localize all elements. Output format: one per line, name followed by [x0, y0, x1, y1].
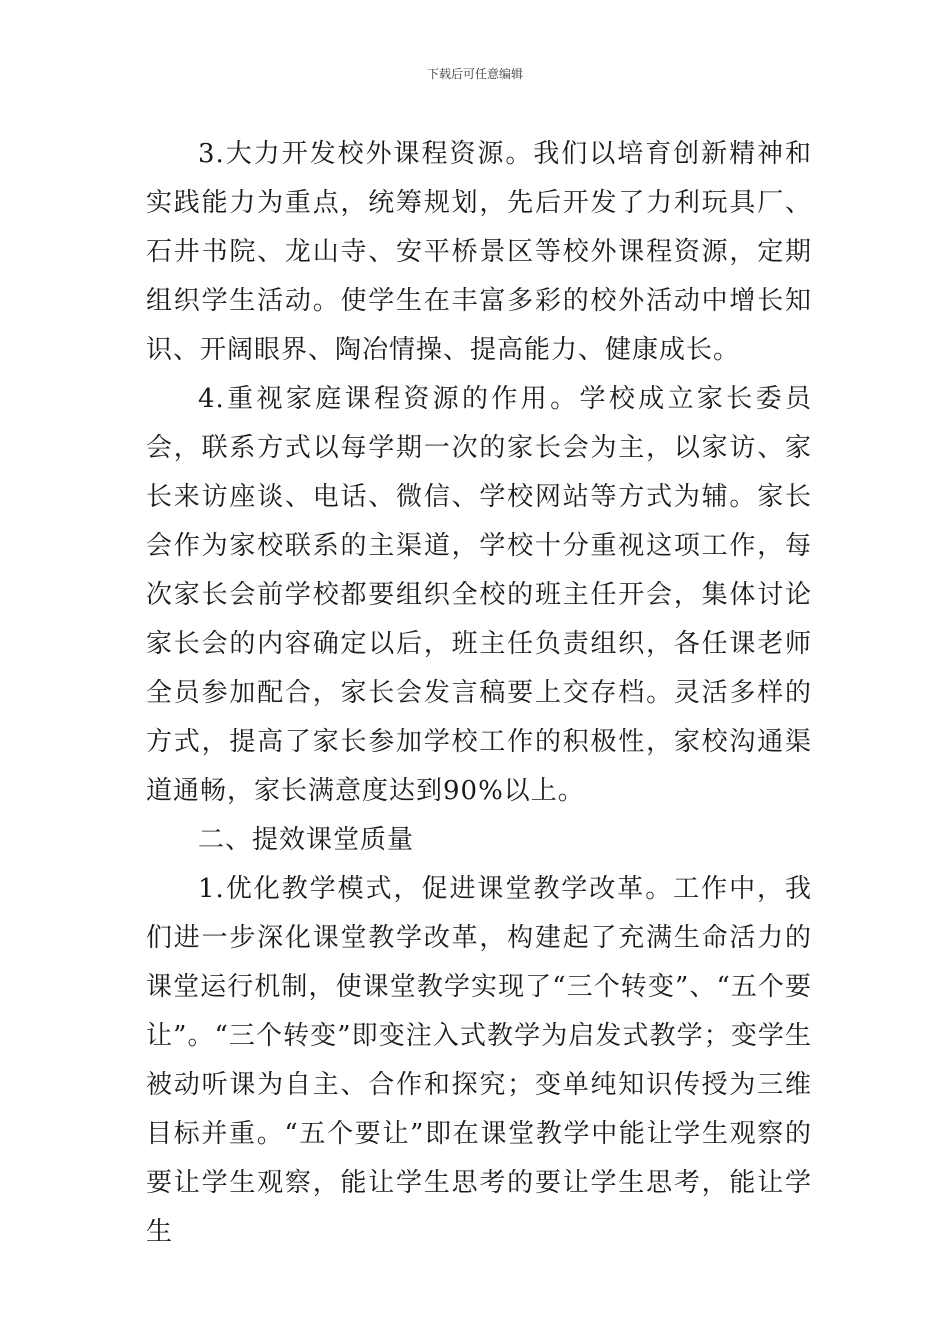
section-heading-classroom-quality: 二、提效课堂质量 — [198, 825, 415, 855]
paragraph-family-resources: 4.重视家庭课程资源的作用。学校成立家长委员会，联系方式以每学期一次的家长会为主，以家访、家长来访座谈、电话、微信、学校网站等方式为辅。家长会作为家校联系的主渠道，学校十分重视这项工作，每次家长会前学校都要组织全校的班主任开会，集体讨论家长会的内容确定以后，班主任负责组织，各任课老师全员参加配合，家长会发言稿要上交存档。灵活多样的方式，提高了家长参加学校工作的积极性，家校沟通渠道通畅，家长满意度达到90%以上。 — [146, 384, 812, 806]
document-body — [146, 130, 812, 1257]
page-header-note: 下载后可任意编辑 — [426, 67, 523, 81]
paragraph-extracurricular-resources: 3.大力开发校外课程资源。我们以培育创新精神和实践能力为重点，统筹规划，先后开发了力利玩具厂、石井书院、龙山寺、安平桥景区等校外课程资源，定期组织学生活动。使学生在丰富多彩的校外活动中增长知识、开阔眼界、陶冶情操、提高能力、健康成长。 — [146, 139, 812, 365]
paragraph-teaching-model: 1.优化教学模式，促进课堂教学改革。工作中，我们进一步深化课堂教学改革，构建起了充满生命活力的课堂运行机制，使课堂教学实现了“三个转变”、“五个要让”。“三个转变”即变注入式教学为启发式教学；变学生被动听课为自主、合作和探究；变单纯知识传授为三维目标并重。“五个要让”即在课堂教学中能让学生观察的要让学生观察，能让学生思考的要让学生思考，能让学生 — [146, 874, 812, 1247]
